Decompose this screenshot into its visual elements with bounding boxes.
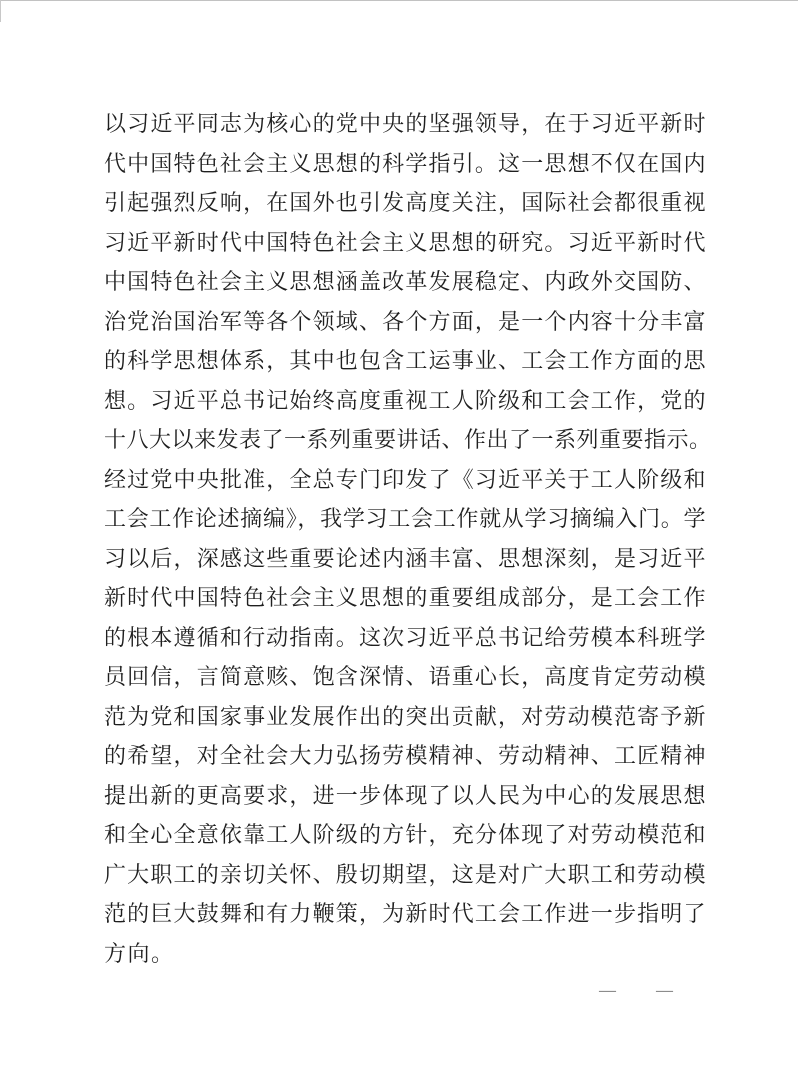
- text-line: 工会工作论述摘编》，我学习工会工作就从学习摘编入门。学: [104, 506, 706, 531]
- text-line: 的根本遵循和行动指南。这次习近平总书记给劳模本科班学: [104, 624, 706, 650]
- text-line: 范的巨大鼓舞和有力鞭策，为新时代工会工作进一步指明了: [104, 901, 706, 926]
- text-line: 代中国特色社会主义思想的科学指引。这一思想不仅在国内: [104, 150, 706, 176]
- page-footer: [598, 980, 674, 1002]
- footer-dash-left: —: [598, 981, 617, 1001]
- scan-edge-top: [0, 0, 798, 1]
- body-text: [104, 104, 712, 973]
- text-line: 经过党中央批准，全总专门印发了《习近平关于工人阶级和: [104, 466, 706, 492]
- text-line: 引起强烈反响，在国外也引发高度关注，国际社会都很重视: [104, 190, 706, 215]
- text-line: 广大职工的亲切关怀、殷切期望，这是对广大职工和劳动模: [104, 861, 706, 887]
- text-line: 想。习近平总书记始终高度重视工人阶级和工会工作，党的: [104, 387, 706, 413]
- text-line: 习近平新时代中国特色社会主义思想的研究。习近平新时代: [104, 229, 706, 255]
- text-line: 的科学思想体系，其中也包含工运事业、工会工作方面的思: [104, 348, 706, 373]
- text-line: 新时代中国特色社会主义思想的重要组成部分，是工会工作: [104, 585, 706, 610]
- text-line: 的希望，对全社会大力弘扬劳模精神、劳动精神、工匠精神: [104, 743, 706, 768]
- text-line: 十八大以来发表了一系列重要讲话、作出了一系列重要指示。: [104, 427, 712, 452]
- footer-dash-right: —: [655, 981, 674, 1001]
- text-line: 和全心全意依靠工人阶级的方针，充分体现了对劳动模范和: [104, 822, 706, 847]
- text-line: 习以后，深感这些重要论述内涵丰富、思想深刻，是习近平: [104, 545, 706, 571]
- text-line: 以习近平同志为核心的党中央的坚强领导，在于习近平新时: [104, 111, 706, 136]
- text-line: 提出新的更高要求，进一步体现了以人民为中心的发展思想: [104, 782, 706, 808]
- text-line: 员回信，言简意赅、饱含深情、语重心长，高度肯定劳动模: [104, 664, 706, 689]
- scan-edge-left: [0, 0, 1, 22]
- text-line: 范为党和国家事业发展作出的突出贡献，对劳动模范寄予新: [104, 703, 706, 729]
- text-line: 治党治国治军等各个领域、各个方面，是一个内容十分丰富: [104, 308, 706, 334]
- text-line: 中国特色社会主义思想涵盖改革发展稳定、内政外交国防、: [104, 269, 706, 294]
- text-line: 方向。: [104, 940, 175, 966]
